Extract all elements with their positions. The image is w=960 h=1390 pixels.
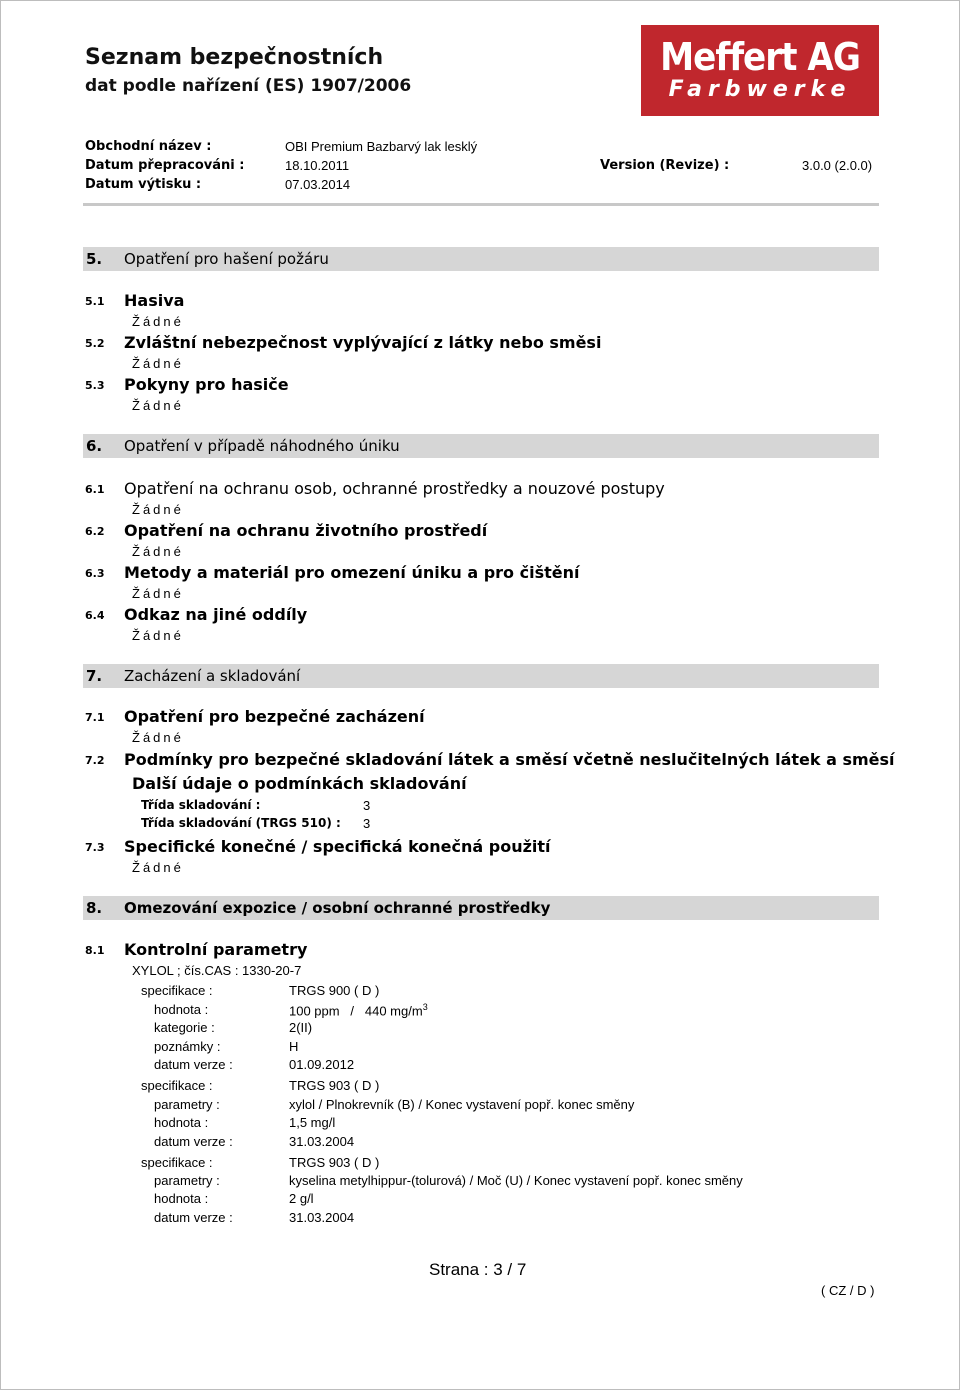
none-value: Žádné bbox=[132, 314, 184, 329]
subsection-title: Kontrolní parametry bbox=[124, 940, 308, 959]
limit-value: 1,5 mg/l bbox=[289, 1115, 336, 1130]
none-value: Žádné bbox=[132, 356, 184, 371]
page-number: Strana : 3 / 7 bbox=[429, 1260, 527, 1279]
none-value: Žádné bbox=[132, 730, 184, 745]
subsection-number: 5.3 bbox=[85, 379, 105, 392]
subsection-number: 6.4 bbox=[85, 609, 105, 622]
version-date-value: 31.03.2004 bbox=[289, 1210, 355, 1225]
subsection-title: Podmínky pro bezpečné skladování látek a směsí včetně neslučitelných látek a směsí bbox=[124, 750, 895, 769]
document-title: Seznam bezpečnostních bbox=[85, 45, 384, 70]
section-title: Opatření pro hašení požáru bbox=[124, 250, 329, 268]
spec-label: specifikace : bbox=[141, 1155, 213, 1170]
subsection-number: 6.2 bbox=[85, 525, 105, 538]
subsection-number: 5.2 bbox=[85, 337, 105, 350]
subsection-number: 7.1 bbox=[85, 711, 105, 724]
none-value: Žádné bbox=[132, 544, 184, 559]
none-value: Žádné bbox=[132, 502, 184, 517]
version-date-label: datum verze : bbox=[154, 1134, 233, 1149]
limit-value bbox=[289, 1002, 428, 1018]
version-date-label: datum verze : bbox=[154, 1210, 233, 1225]
spec-label: specifikace : bbox=[141, 1078, 213, 1093]
subsection-number: 6.1 bbox=[85, 483, 105, 496]
storage-class-trgs-label: Třída skladování (TRGS 510) : bbox=[141, 816, 341, 830]
subsection-number: 5.1 bbox=[85, 295, 105, 308]
section-number: 7. bbox=[86, 667, 103, 685]
subsection-title: Pokyny pro hasiče bbox=[124, 375, 289, 394]
subsection-title: Opatření na ochranu životního prostředí bbox=[124, 521, 488, 540]
subsection-title: Specifické konečné / specifická konečná použití bbox=[124, 837, 551, 856]
version-date-value: 01.09.2012 bbox=[289, 1057, 355, 1072]
none-value: Žádné bbox=[132, 586, 184, 601]
revision-date-value: 18.10.2011 bbox=[285, 158, 350, 173]
version-label: Version (Revize) : bbox=[600, 158, 730, 173]
spec-value: TRGS 903 ( D ) bbox=[289, 1155, 380, 1170]
spec-value: TRGS 903 ( D ) bbox=[289, 1078, 380, 1093]
storage-class-label: Třída skladování : bbox=[141, 798, 261, 812]
section-number: 5. bbox=[86, 250, 103, 268]
version-value: 3.0.0 (2.0.0) bbox=[802, 158, 873, 173]
subsection-title: Odkaz na jiné oddíly bbox=[124, 605, 308, 624]
subsection-number: 7.3 bbox=[85, 841, 105, 854]
logo-company-tagline: Farbwerke bbox=[668, 77, 852, 102]
subsection-title: Zvláštní nebezpečnost vyplývající z látky nebo směsi bbox=[124, 333, 602, 352]
limit-value-label: hodnota : bbox=[154, 1002, 209, 1017]
subsection-title: Opatření na ochranu osob, ochranné prostředky a nouzové postupy bbox=[124, 479, 665, 498]
parameters-label: parametry : bbox=[154, 1097, 220, 1112]
spec-label: specifikace : bbox=[141, 983, 213, 998]
locale-indicator: ( CZ / D ) bbox=[821, 1283, 875, 1298]
print-date-label: Datum výtisku : bbox=[85, 177, 202, 192]
parameters-label: parametry : bbox=[154, 1173, 220, 1188]
section-7-header bbox=[83, 664, 879, 688]
none-value: Žádné bbox=[132, 860, 184, 875]
subsection-title: Metody a materiál pro omezení úniku a pro čištění bbox=[124, 563, 580, 582]
substance-name: XYLOL ; čís.CAS : 1330-20-7 bbox=[132, 963, 302, 978]
storage-class-trgs-value: 3 bbox=[363, 816, 371, 831]
product-name-label: Obchodní název : bbox=[85, 139, 212, 154]
limit-value-label: hodnota : bbox=[154, 1115, 209, 1130]
storage-info-heading: Další údaje o podmínkách skladování bbox=[132, 774, 467, 793]
parameters-value: kyselina metylhippur-(tolurová) / Moč (U) / Konec vystavení popř. konec směny bbox=[289, 1173, 743, 1188]
subsection-number: 6.3 bbox=[85, 567, 105, 580]
none-value: Žádné bbox=[132, 398, 184, 413]
subsection-title: Opatření pro bezpečné zacházení bbox=[124, 707, 425, 726]
product-name-value: OBI Premium Bazbarvý lak lesklý bbox=[285, 139, 478, 154]
section-title: Zacházení a skladování bbox=[124, 667, 301, 685]
print-date-value: 07.03.2014 bbox=[285, 177, 351, 192]
section-5-header bbox=[83, 247, 879, 271]
subsection-number: 8.1 bbox=[85, 944, 105, 957]
storage-class-value: 3 bbox=[363, 798, 371, 813]
parameters-value: xylol / Plnokrevník (B) / Konec vystavení popř. konec směny bbox=[289, 1097, 635, 1112]
spec-value: TRGS 900 ( D ) bbox=[289, 983, 380, 998]
limit-value: 2 g/l bbox=[289, 1191, 314, 1206]
notes-label: poznámky : bbox=[154, 1039, 221, 1054]
section-6-header bbox=[83, 434, 879, 458]
subsection-title: Hasiva bbox=[124, 291, 185, 310]
header-divider bbox=[83, 203, 879, 206]
section-title: Opatření v případě náhodného úniku bbox=[124, 437, 400, 455]
logo-company-name: Meffert AG bbox=[660, 35, 860, 79]
limit-value-label: hodnota : bbox=[154, 1191, 209, 1206]
section-number: 6. bbox=[86, 437, 103, 455]
version-date-value: 31.03.2004 bbox=[289, 1134, 355, 1149]
section-number: 8. bbox=[86, 899, 103, 917]
document-subtitle: dat podle nařízení (ES) 1907/2006 bbox=[85, 76, 412, 96]
unit-exponent: 3 bbox=[422, 1002, 428, 1012]
version-date-label: datum verze : bbox=[154, 1057, 233, 1072]
section-8-header bbox=[83, 896, 879, 920]
notes-value: H bbox=[289, 1039, 299, 1054]
category-label: kategorie : bbox=[154, 1020, 215, 1035]
company-logo bbox=[641, 25, 879, 116]
revision-date-label: Datum přepracováni : bbox=[85, 158, 245, 173]
section-title: Omezování expozice / osobní ochranné prostředky bbox=[124, 899, 551, 917]
limit-value-text: 100 ppm / 440 mg/m bbox=[289, 1003, 423, 1019]
category-value: 2(II) bbox=[289, 1020, 313, 1035]
none-value: Žádné bbox=[132, 628, 184, 643]
subsection-number: 7.2 bbox=[85, 754, 105, 767]
